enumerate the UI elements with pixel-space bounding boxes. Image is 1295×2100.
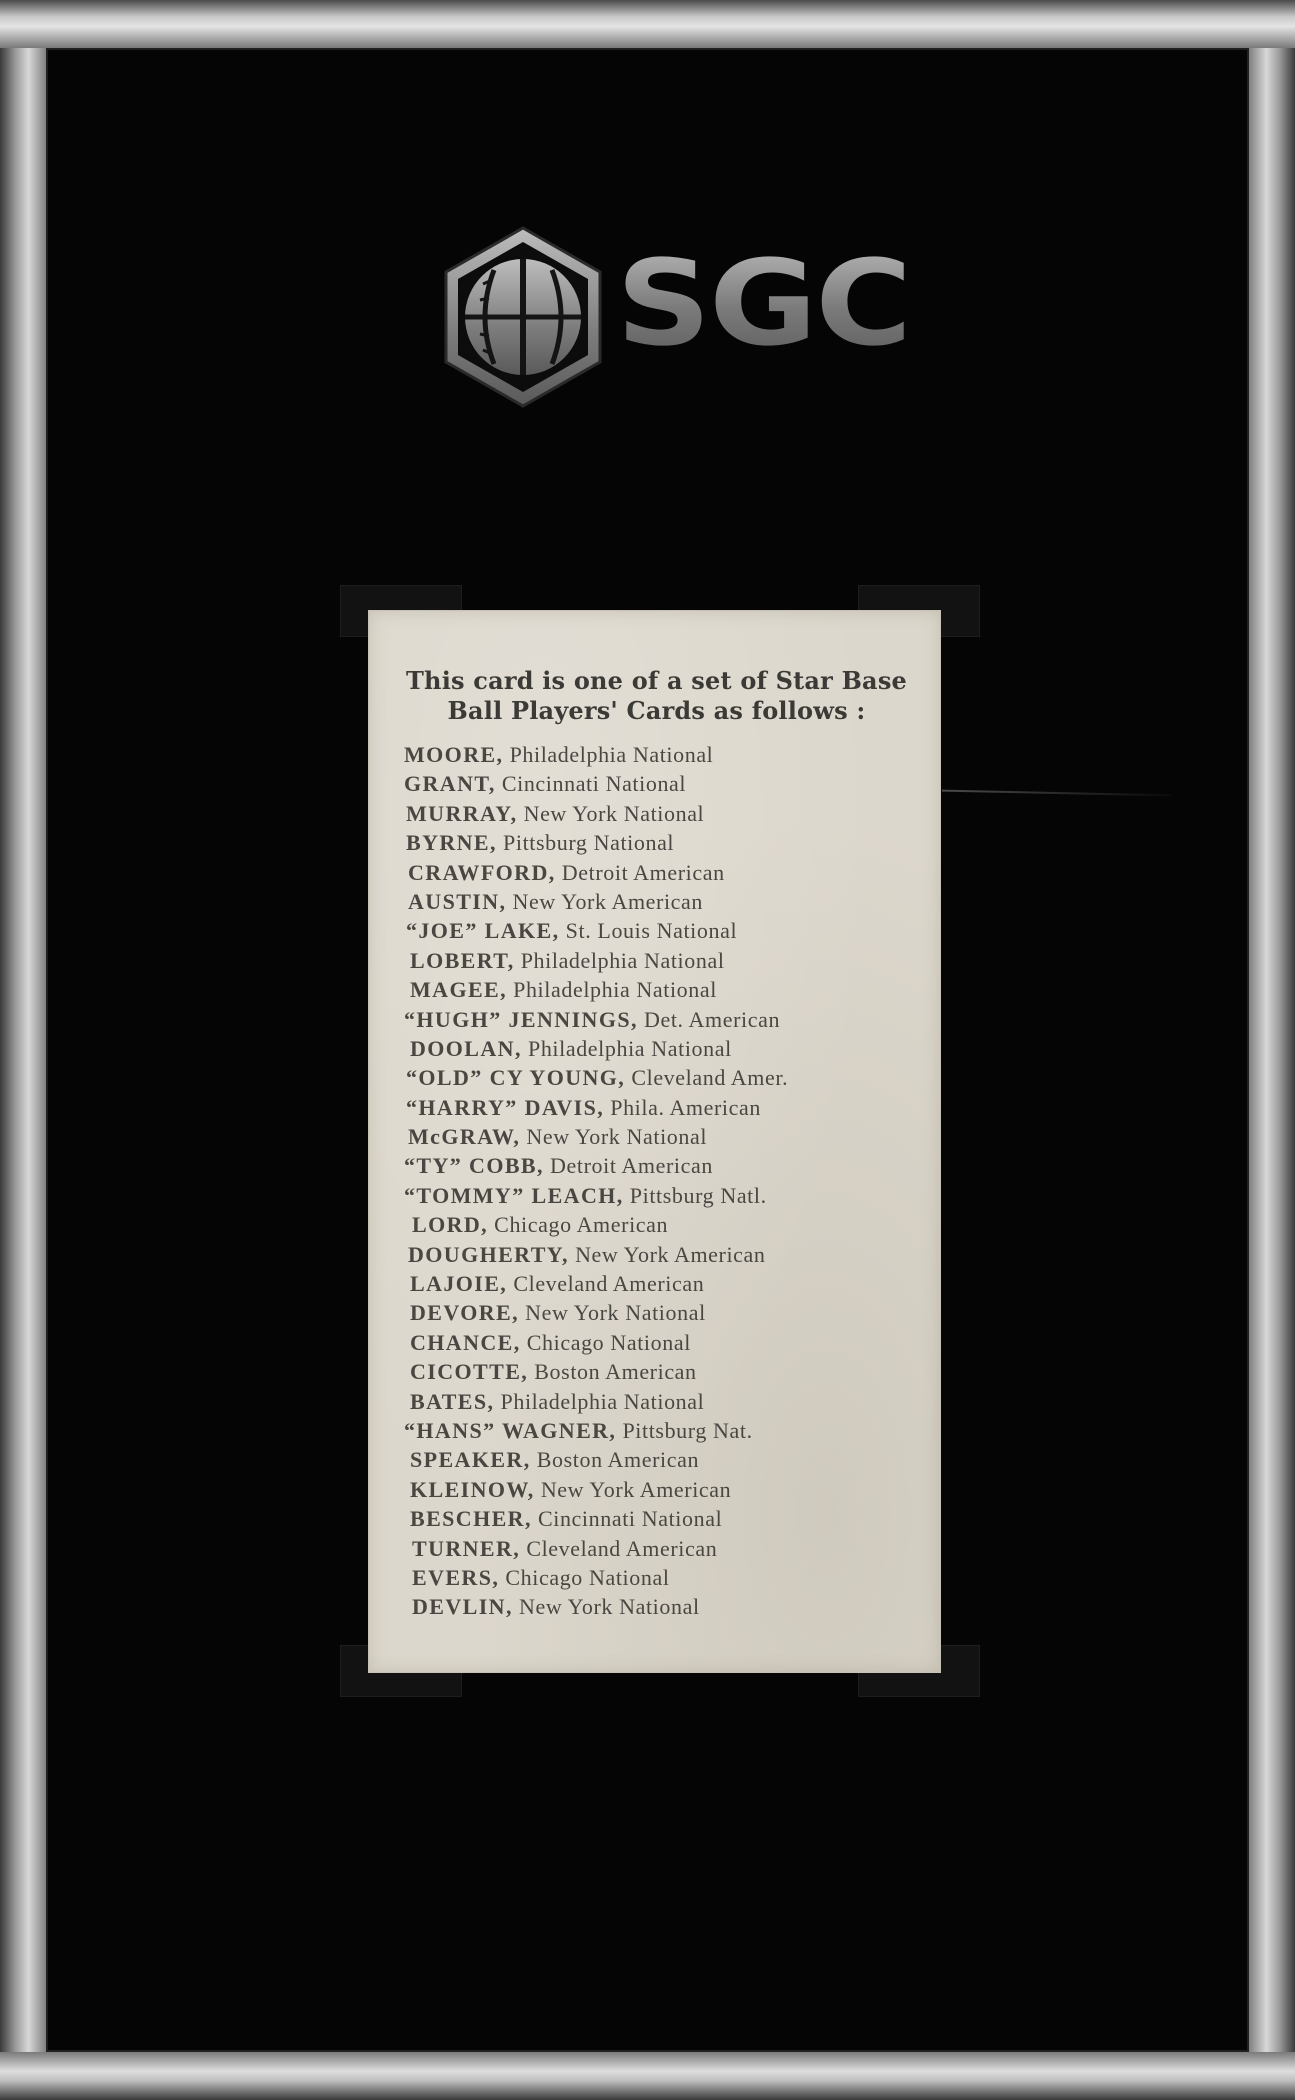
player-entry — [404, 1269, 934, 1298]
player-name: “HARRY” DAVIS, — [406, 1094, 605, 1120]
player-team: Cleveland American — [526, 1535, 718, 1561]
player-name: GRANT, — [404, 771, 496, 797]
player-name: “HANS” WAGNER, — [404, 1417, 617, 1443]
player-entry — [404, 975, 934, 1004]
player-name: DEVLIN, — [412, 1594, 513, 1620]
player-entry — [404, 1151, 934, 1180]
player-name: TURNER, — [412, 1535, 521, 1561]
player-entry — [404, 887, 934, 916]
player-entry — [404, 1357, 934, 1386]
sgc-logo — [428, 222, 910, 412]
player-name: DOUGHERTY, — [408, 1241, 569, 1267]
player-entry — [404, 1534, 934, 1563]
player-name: SPEAKER, — [410, 1447, 531, 1473]
player-name: BYRNE, — [406, 830, 497, 856]
player-name: MURRAY, — [406, 800, 518, 826]
player-team: Phila. American — [610, 1094, 761, 1120]
card-header-line-1: This card is one of a set of Star Base — [406, 666, 907, 695]
card-header-line-2: Ball Players' Cards as follows : — [447, 696, 866, 725]
player-entry — [404, 1122, 934, 1151]
player-entry — [404, 769, 934, 798]
player-team: Cleveland American — [513, 1271, 705, 1297]
player-team: Cincinnati National — [501, 771, 687, 797]
player-name: CHANCE, — [410, 1329, 521, 1355]
player-team: Boston American — [534, 1359, 697, 1385]
player-entry — [404, 916, 934, 945]
player-name: LOBERT, — [410, 947, 515, 973]
player-team: St. Louis National — [565, 918, 738, 944]
player-name: AUSTIN, — [408, 888, 507, 914]
player-team: New York American — [540, 1476, 732, 1502]
player-name: KLEINOW, — [410, 1476, 535, 1502]
baseball-card-back — [368, 610, 941, 1673]
player-name: “TOMMY” LEACH, — [404, 1182, 624, 1208]
player-team: Chicago National — [526, 1329, 691, 1355]
player-entry — [404, 946, 934, 975]
player-team: New York National — [525, 1300, 706, 1326]
player-entry — [404, 799, 934, 828]
player-team: New York American — [512, 888, 704, 914]
player-entry — [404, 1592, 934, 1621]
player-name: EVERS, — [412, 1564, 500, 1590]
player-team: New York National — [518, 1594, 700, 1620]
player-name: DOOLAN, — [410, 1035, 522, 1061]
player-team: Philadelphia National — [513, 977, 717, 1003]
player-team: Det. American — [643, 1006, 781, 1032]
player-team: New York National — [523, 800, 705, 826]
player-entry — [404, 1475, 934, 1504]
player-team: Detroit American — [561, 859, 725, 885]
player-name: “OLD” CY YOUNG, — [406, 1065, 626, 1091]
player-entry — [404, 1387, 934, 1416]
player-entry — [404, 828, 934, 857]
player-team: Boston American — [536, 1447, 700, 1473]
player-entry — [404, 1005, 934, 1034]
player-team: Chicago American — [494, 1212, 669, 1238]
player-entry — [404, 1445, 934, 1474]
player-name: CICOTTE, — [410, 1359, 529, 1385]
player-entry — [404, 1093, 934, 1122]
player-entry — [404, 1298, 934, 1327]
slab-top-edge — [0, 0, 1295, 48]
player-name: LAJOIE, — [410, 1271, 508, 1297]
player-team: Pittsburg Nat. — [622, 1417, 753, 1443]
player-name: McGRAW, — [408, 1124, 521, 1150]
player-entry — [404, 1063, 934, 1092]
player-entry — [404, 858, 934, 887]
player-name: DEVORE, — [410, 1300, 519, 1326]
player-entry — [404, 1181, 934, 1210]
player-checklist — [404, 740, 934, 1622]
player-name: “HUGH” JENNINGS, — [404, 1006, 638, 1032]
player-team: Philadelphia National — [500, 1388, 705, 1414]
player-name: BATES, — [410, 1388, 495, 1414]
player-entry — [404, 740, 934, 769]
player-team: Philadelphia National — [527, 1035, 732, 1061]
player-entry — [404, 1328, 934, 1357]
player-entry — [404, 1563, 934, 1592]
player-team: Philadelphia National — [520, 947, 725, 973]
player-entry — [404, 1210, 934, 1239]
player-team: New York American — [575, 1241, 766, 1267]
player-team: Detroit American — [550, 1153, 713, 1179]
player-team: Chicago National — [505, 1564, 670, 1590]
player-team: Philadelphia National — [509, 742, 714, 767]
player-team: Cincinnati National — [537, 1506, 723, 1532]
player-name: “TY” COBB, — [404, 1153, 544, 1179]
player-entry — [404, 1034, 934, 1063]
player-entry — [404, 1504, 934, 1533]
player-name: MOORE, — [404, 742, 504, 767]
card-header — [384, 666, 929, 726]
player-team: Pittsburg Natl. — [629, 1182, 767, 1208]
player-name: “JOE” LAKE, — [406, 918, 560, 944]
logo-wordmark: SGC — [616, 234, 910, 372]
player-team: Cleveland Amer. — [631, 1065, 789, 1091]
player-name: CRAWFORD, — [408, 859, 556, 885]
player-name: MAGEE, — [410, 977, 508, 1003]
slab-bottom-edge — [0, 2052, 1295, 2100]
player-entry — [404, 1416, 934, 1445]
baseball-hexagon-icon — [428, 222, 618, 412]
player-entry — [404, 1240, 934, 1269]
player-name: LORD, — [412, 1212, 489, 1238]
player-name: BESCHER, — [410, 1506, 532, 1532]
player-team: New York National — [526, 1124, 708, 1150]
player-team: Pittsburg National — [503, 830, 675, 856]
